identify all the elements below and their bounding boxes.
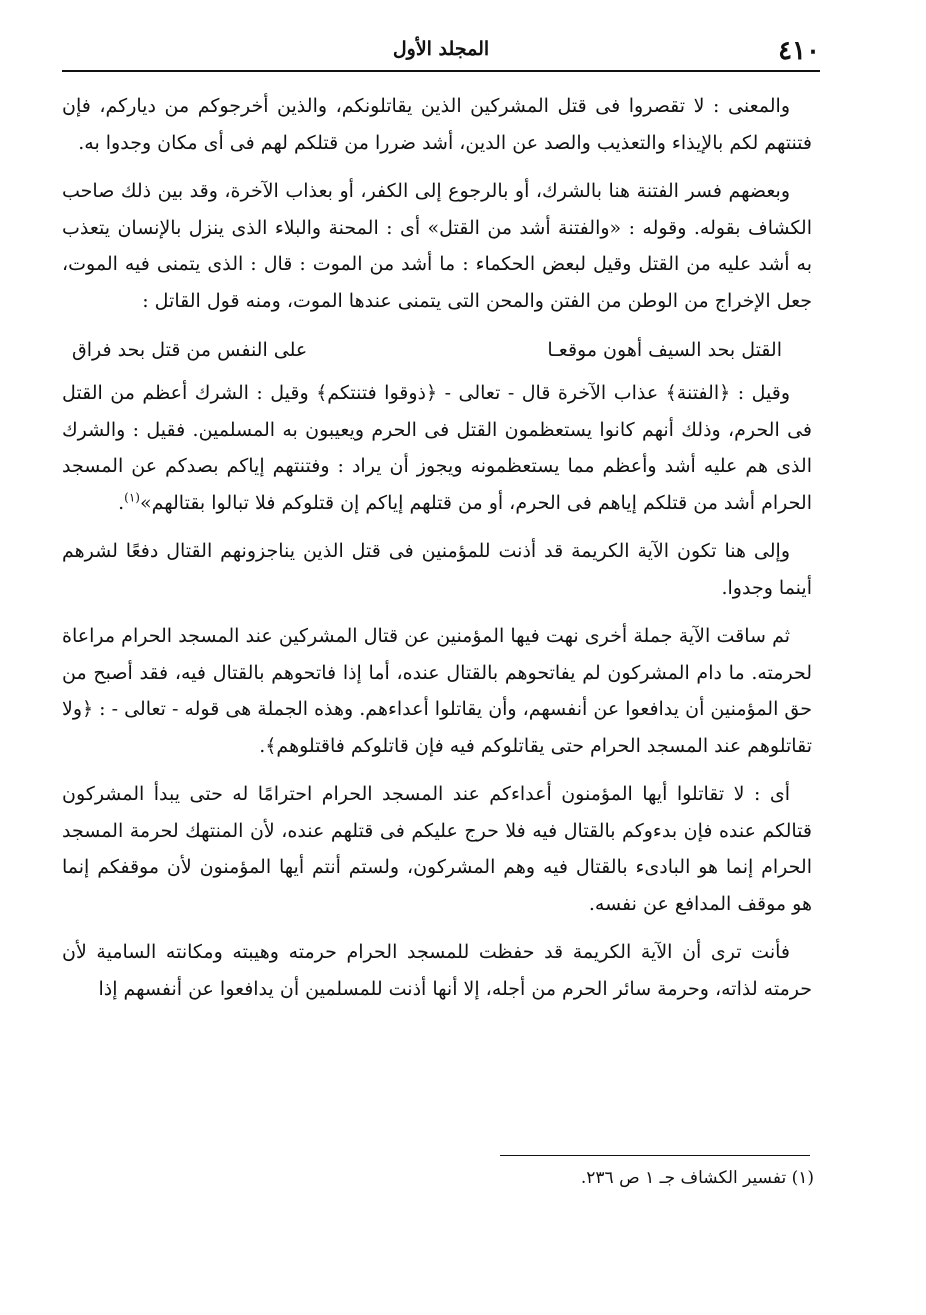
- running-title: المجلد الأول: [392, 38, 490, 60]
- footnote-reference: (١): [124, 490, 140, 505]
- paragraph-permission: وإلى هنا تكون الآية الكريمة قد أذنت للمؤمنين فى قتل الذين يناجزونهم القتال دفعًا لشرهم أينما وجدوا.: [62, 540, 812, 599]
- paragraph-sacred-mosque: ثم ساقت الآية جملة أخرى نهت فيها المؤمنين عن قتال المشركين عند المسجد الحرام مراعاة لحرمته. ما دام المشركون لم يفاتحوهم بالقتال عنده، أما إذا فاتحوهم بالقتال فيه، فقد أصبح من حق المؤمنين أن يدافعوا عن أنفسهم، وأن يقاتلوا أعداءهم. وهذه الجملة هى قوله - تعالى - : ﴿ولا تقاتلوهم عند المسجد الحرام حتى يقاتلوكم فيه فإن قاتلوكم فاقتلوهم﴾.: [62, 625, 812, 757]
- page-number: ٤١٠: [778, 36, 820, 66]
- body-text: [62, 88, 812, 1019]
- paragraph-other-opinions: [62, 375, 812, 521]
- footnote-rule: [500, 1155, 810, 1156]
- sentence-end: .: [118, 491, 125, 514]
- paragraph-meaning: والمعنى : لا تقصروا فى قتل المشركين الذين يقاتلونكم، والذين أخرجوكم من دياركم، فإن فتنتهم لكم بالإيذاء والتعذيب والصد عن الدين، أشد ضررا من قتلكم لهم فى أى مكان وجدوا به.: [62, 95, 812, 154]
- header-rule: [62, 70, 820, 72]
- paragraph-explanation: أى : لا تقاتلوا أيها المؤمنون أعداءكم عند المسجد الحرام احترامًا له حتى يبدأ المشركون قتالكم عنده فإن بدءوكم بالقتال فيه فلا حرج عليكم فى قتلهم عنده، لأن المنتهك لحرمة المسجد الحرام إنما هو البادىء بالقتال فيه وهم المشركون، ولستم أنتم أيها المؤمنون لأن موقفكم إنما هو موقف المدافع عن نفسه.: [62, 783, 812, 915]
- verse-second-hemistich: على النفس من قتل بحد فراق: [72, 339, 308, 361]
- footnote: (١) تفسير الكشاف جـ ١ ص ٢٣٦.: [580, 1168, 814, 1188]
- poetry-verse: [62, 331, 812, 369]
- paragraph-fitna-interpretations: وبعضهم فسر الفتنة هنا بالشرك، أو بالرجوع إلى الكفر، أو بعذاب الآخرة، وقد بين ذلك صاحب الكشاف بقوله. وقوله : «والفتنة أشد من القتل» أى : المحنة والبلاء الذى ينزل بالإنسان يتعذب به أشد عليه من القتل وقيل لبعض الحكماء : ما أشد من الموت : قال : الذى يتمنى فيه الموت، جعل الإخراج من الوطن من الفتن والمحن التى يتمنى عندها الموت، ومنه قول القاتل :: [62, 180, 812, 312]
- paragraph-other-opinions-text: وقيل : ﴿الفتنة﴾ عذاب الآخرة قال - تعالى - ﴿ذوقوا فتنتكم﴾ وقيل : الشرك أعظم من القتل فى الحرم، وذلك أنهم كانوا يستعظمون القتل فى الحرم ويعيبون به المسلمين. فقيل : والشرك الذى هم عليه أشد وأعظم مما يستعظمونه ويجوز أن يراد : وفتنتهم إياكم بصدكم عن المسجد الحرام أشد من قتلكم إياهم فى الحرم، أو من قتلهم إياكم إن قتلوكم فلا تبالوا بقتالهم»: [62, 382, 812, 514]
- verse-first-hemistich: القتل بحد السيف أهون موقعـا: [547, 339, 782, 361]
- page-header: [62, 30, 820, 70]
- paragraph-conclusion: فأنت ترى أن الآية الكريمة قد حفظت للمسجد الحرام حرمته وهيبته ومكانته السامية لأن حرمته لذاته، وحرمة سائر الحرم من أجله، إلا أنها أذنت للمسلمين أن يدافعوا عن أنفسهم إذا: [62, 941, 812, 1000]
